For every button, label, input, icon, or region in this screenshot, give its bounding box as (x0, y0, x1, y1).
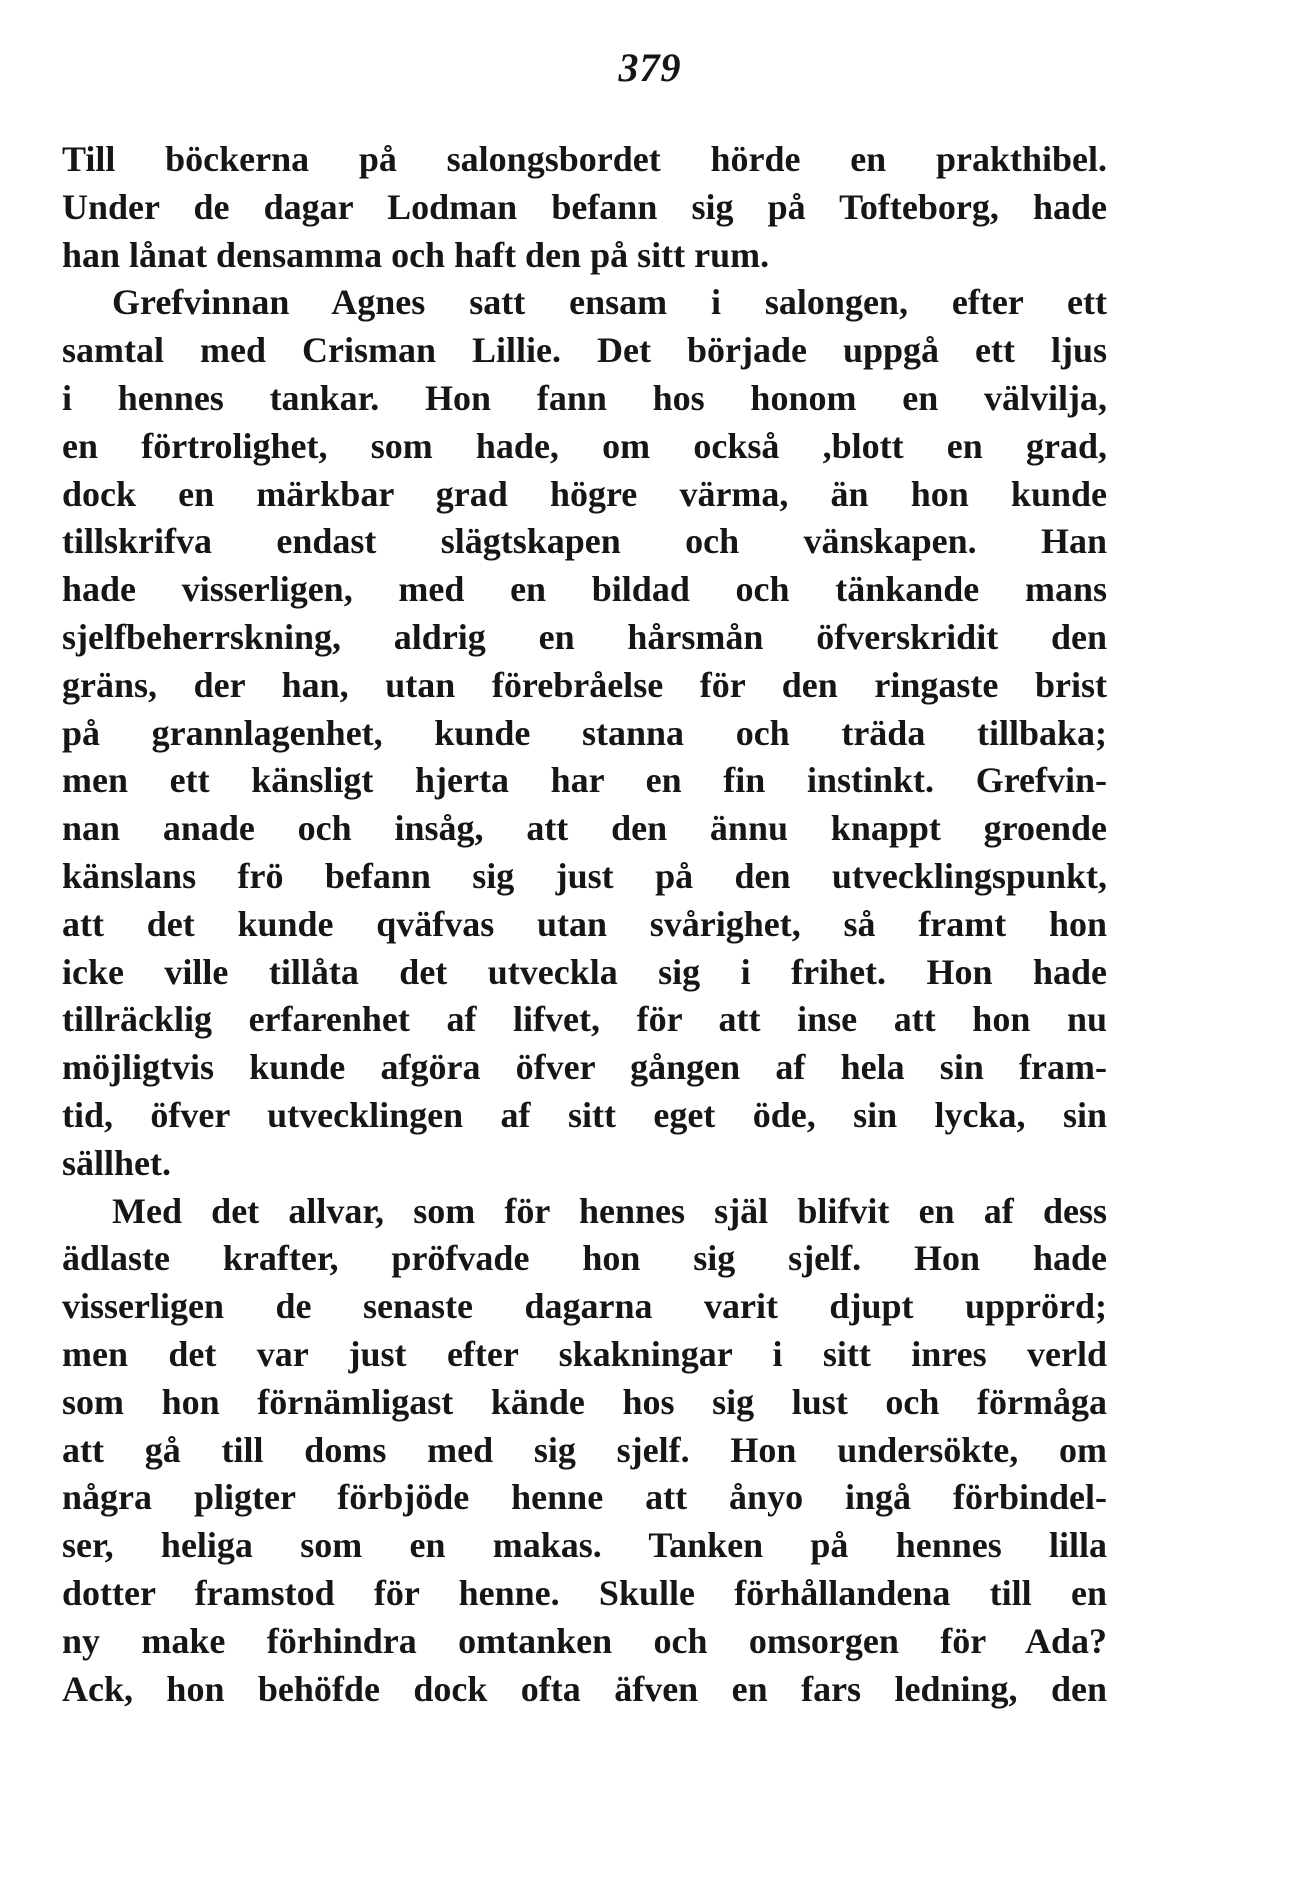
text-line: en förtrolighet, som hade, om också ,blott en grad, (62, 425, 1107, 466)
text-line: gräns, der han, utan förebråelse för den ringaste brist (62, 664, 1107, 705)
text-line: visserligen de senaste dagarna varit djupt upprörd; (62, 1286, 1107, 1327)
text-line: några pligter förbjöde henne att ånyo ingå förbindel- (62, 1477, 1107, 1518)
text-line: Med det allvar, som för hennes själ blifvit en af dess (112, 1190, 1107, 1231)
text-line: att gå till doms med sig sjelf. Hon undersökte, om (62, 1429, 1107, 1470)
text-line: Till böckerna på salongsbordet hörde en prakthibel. (62, 139, 1107, 179)
text-line: dock en märkbar grad högre värma, än hon kunde (62, 473, 1107, 514)
text-line: sällhet. (62, 1142, 172, 1183)
text-line: tid, öfver utvecklingen af sitt eget öde, sin lycka, sin (62, 1094, 1107, 1135)
body-text (62, 136, 1107, 1713)
text-line: som hon förnämligast kände hos sig lust och förmåga (62, 1381, 1107, 1422)
text-line: dotter framstod för henne. Skulle förhållandena till en (62, 1572, 1107, 1613)
text-line: Under de dagar Lodman befann sig på Tofteborg, hade (62, 186, 1107, 227)
text-line: att det kunde qväfvas utan svårighet, så framt hon (62, 903, 1107, 944)
text-line: i hennes tankar. Hon fann hos honom en välvilja, (62, 377, 1107, 418)
text-line: samtal med Crisman Lillie. Det började uppgå ett ljus (62, 330, 1107, 371)
text-line: sjelfbeherrskning, aldrig en hårsmån öfverskridit den (62, 616, 1107, 657)
text-line: nan anade och insåg, att den ännu knappt groende (62, 808, 1107, 849)
text-line: ser, heliga som en makas. Tanken på hennes lilla (62, 1525, 1107, 1566)
text-line: Grefvinnan Agnes satt ensam i salongen, efter ett (112, 282, 1107, 323)
page-number: 379 (618, 45, 682, 90)
text-line: han lånat densamma och haft den på sitt rum. (62, 234, 770, 275)
text-line: men ett känsligt hjerta har en fin instinkt. Grefvin- (62, 760, 1107, 801)
text-line: men det var just efter skakningar i sitt inres verld (62, 1333, 1107, 1374)
text-line: hade visserligen, med en bildad och tänkande mans (62, 569, 1107, 610)
text-line: på grannlagenhet, kunde stanna och träda tillbaka; (62, 712, 1107, 753)
text-line: ny make förhindra omtanken och omsorgen för Ada? (62, 1620, 1107, 1661)
text-line: tillskrifva endast slägtskapen och vänskapen. Han (62, 521, 1107, 562)
text-line: känslans frö befann sig just på den utvecklingspunkt, (62, 855, 1107, 896)
text-line: icke ville tillåta det utveckla sig i frihet. Hon hade (62, 951, 1107, 992)
text-line: Ack, hon behöfde dock ofta äfven en fars ledning, den (62, 1668, 1107, 1709)
text-line: tillräcklig erfarenhet af lifvet, för att inse att hon nu (62, 999, 1107, 1040)
text-line: möjligtvis kunde afgöra öfver gången af hela sin fram- (62, 1047, 1107, 1088)
text-line: ädlaste krafter, pröfvade hon sig sjelf. Hon hade (62, 1238, 1107, 1279)
